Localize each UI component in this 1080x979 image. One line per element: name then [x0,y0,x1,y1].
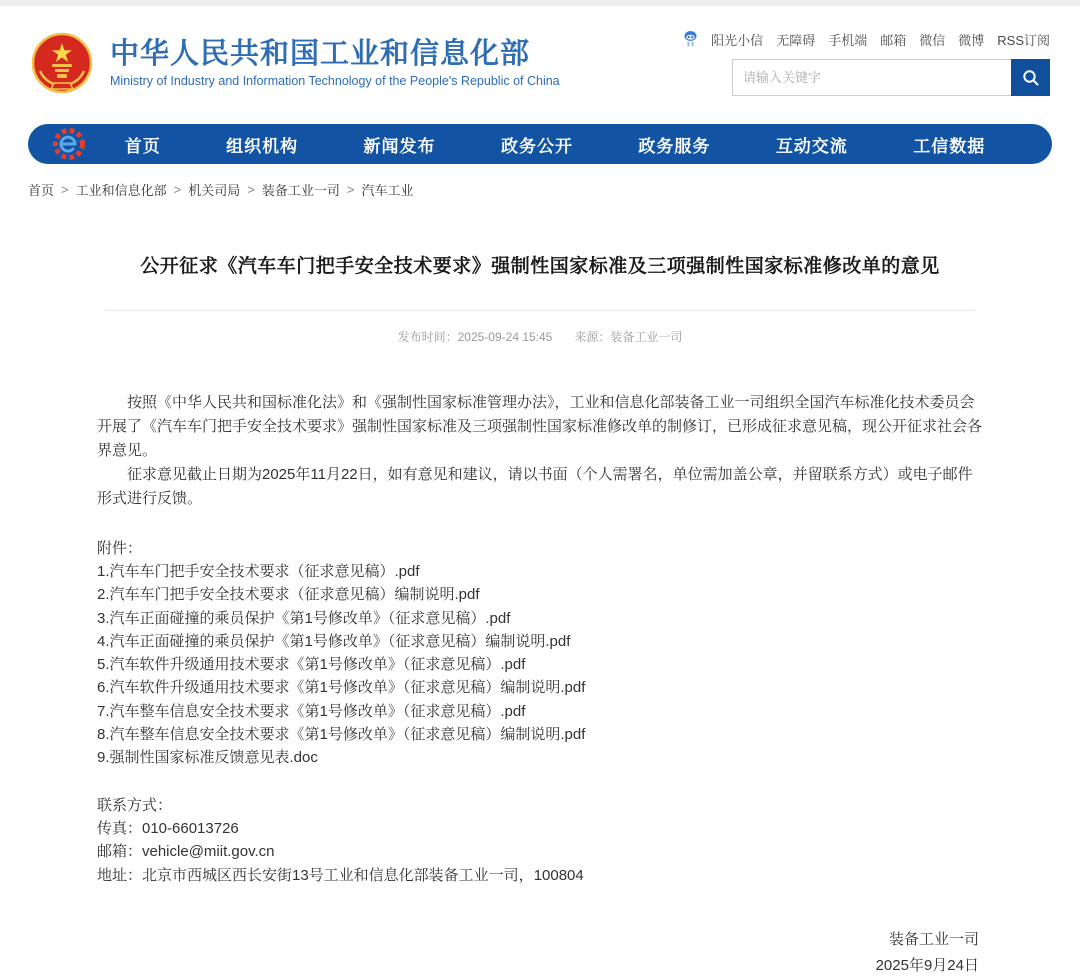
nav-item-gov-services[interactable]: 政务服务 [638,136,711,156]
nav-items [92,132,1018,157]
nav-item-miit-data[interactable]: 工信数据 [913,136,986,156]
breadcrumb-separator: > [346,182,355,197]
nav-item-news[interactable]: 新闻发布 [363,136,436,156]
search-input[interactable] [732,59,1011,96]
attachment-link-3[interactable]: 3.汽车正面碰撞的乘员保护《第1号修改单》（征求意见稿）.pdf [97,609,511,627]
breadcrumb-auto-industry[interactable]: 汽车工业 [361,183,414,198]
attachments-section [97,537,983,770]
breadcrumb-equipment-dept[interactable]: 装备工业一司 [261,183,340,198]
breadcrumb-miit[interactable]: 工业和信息化部 [75,183,167,198]
attachment-link-4[interactable]: 4.汽车正面碰撞的乘员保护《第1号修改单》（征求意见稿）编制说明.pdf [97,632,571,650]
site-title: 中华人民共和国工业和信息化部 [110,37,531,70]
attachment-link-8[interactable]: 8.汽车整车信息安全技术要求《第1号修改单》（征求意见稿）编制说明.pdf [97,726,586,744]
contact-address: 地址：北京市西城区西长安街13号工业和信息化部装备工业一司，100804 [97,866,584,884]
attachment-link-1[interactable]: 1.汽车车门把手安全技术要求（征求意见稿）.pdf [97,563,420,580]
main-nav [28,124,1052,164]
contact-heading: 联系方式： [97,796,173,814]
contact-email: 邮箱：vehicle@miit.gov.cn [97,843,275,861]
breadcrumb [28,164,1052,205]
miit-gear-logo-icon [52,127,86,161]
source-value: 装备工业一司 [610,330,683,344]
attachments-label: 附件： [97,540,143,557]
site-brand [30,31,560,95]
attachment-link-9[interactable]: 9.强制性国家标准反馈意见表.doc [97,749,318,767]
header-right [711,30,1050,96]
publish-time-label: 发布时间： [397,330,458,344]
signature-block [97,927,983,979]
attachment-link-6[interactable]: 6.汽车软件升级通用技术要求《第1号修改单》（征求意见稿）编制说明.pdf [97,679,586,697]
search-button[interactable] [1011,59,1050,96]
attachment-link-5[interactable]: 5.汽车软件升级通用技术要求《第1号修改单》（征求意见稿）.pdf [97,656,526,674]
breadcrumb-separator: > [173,182,182,197]
breadcrumb-separator: > [61,182,69,197]
contact-section [97,794,983,887]
site-title-block [110,38,560,88]
nav-item-interaction[interactable]: 互动交流 [775,136,848,156]
quick-link-weibo[interactable]: 微博 [958,33,985,48]
sunshine-mascot-icon [683,30,698,49]
source-label: 来源： [574,330,611,344]
nav-item-home[interactable]: 首页 [124,136,161,156]
quick-link-sunshine[interactable]: 阳光小信 [711,33,764,48]
paragraph: 按照《中华人民共和国标准化法》和《强制性国家标准管理办法》，工业和信息化部装备工业一司组织全国汽车标准化技术委员会开展了《汽车车门把手安全技术要求》强制性国家标准及三项强制性国家标准修改单的制修订，已形成征求意见稿，现公开征求社会各界意见。 [97,394,983,459]
page-title: 公开征求《汽车车门把手安全技术要求》强制性国家标准及三项强制性国家标准修改单的意见 [140,256,940,277]
signature-department: 装备工业一司 [888,930,979,948]
attachment-link-2[interactable]: 2.汽车车门把手安全技术要求（征求意见稿）编制说明.pdf [97,586,480,604]
breadcrumb-separator: > [247,182,255,197]
quick-links [683,30,1050,49]
national-emblem-icon [30,31,94,95]
quick-link-rss[interactable]: RSS订阅 [997,33,1050,48]
signature-date: 2025年9月24日 [875,956,979,974]
nav-item-gov-disclosure[interactable]: 政务公开 [500,136,573,156]
quick-link-wechat[interactable]: 微信 [919,33,946,48]
article [0,251,1080,979]
search-icon [1022,69,1040,87]
title-divider [105,310,975,311]
paragraph: 征求意见截止日期为2025年11月22日，如有意见和建议，请以书面（个人需署名，单位需加盖公章，并留联系方式）或电子邮件形式进行反馈。 [97,466,973,507]
attachment-link-7[interactable]: 7.汽车整车信息安全技术要求《第1号修改单》（征求意见稿）.pdf [97,702,526,720]
quick-link-mobile[interactable]: 手机端 [828,33,868,48]
search-bar [732,59,1050,96]
quick-link-accessibility[interactable]: 无障碍 [776,33,816,48]
site-subtitle: Ministry of Industry and Information Technology of the People's Republic of China [110,74,560,89]
breadcrumb-departments[interactable]: 机关司局 [188,183,241,198]
contact-fax: 传真：010-66013726 [97,819,239,837]
breadcrumb-home[interactable]: 首页 [28,183,55,198]
article-meta [97,328,983,345]
publish-time-value: 2025-09-24 15:45 [457,330,553,344]
quick-link-mail[interactable]: 邮箱 [880,33,907,48]
site-header [0,6,1080,118]
nav-item-organization[interactable]: 组织机构 [226,136,299,156]
